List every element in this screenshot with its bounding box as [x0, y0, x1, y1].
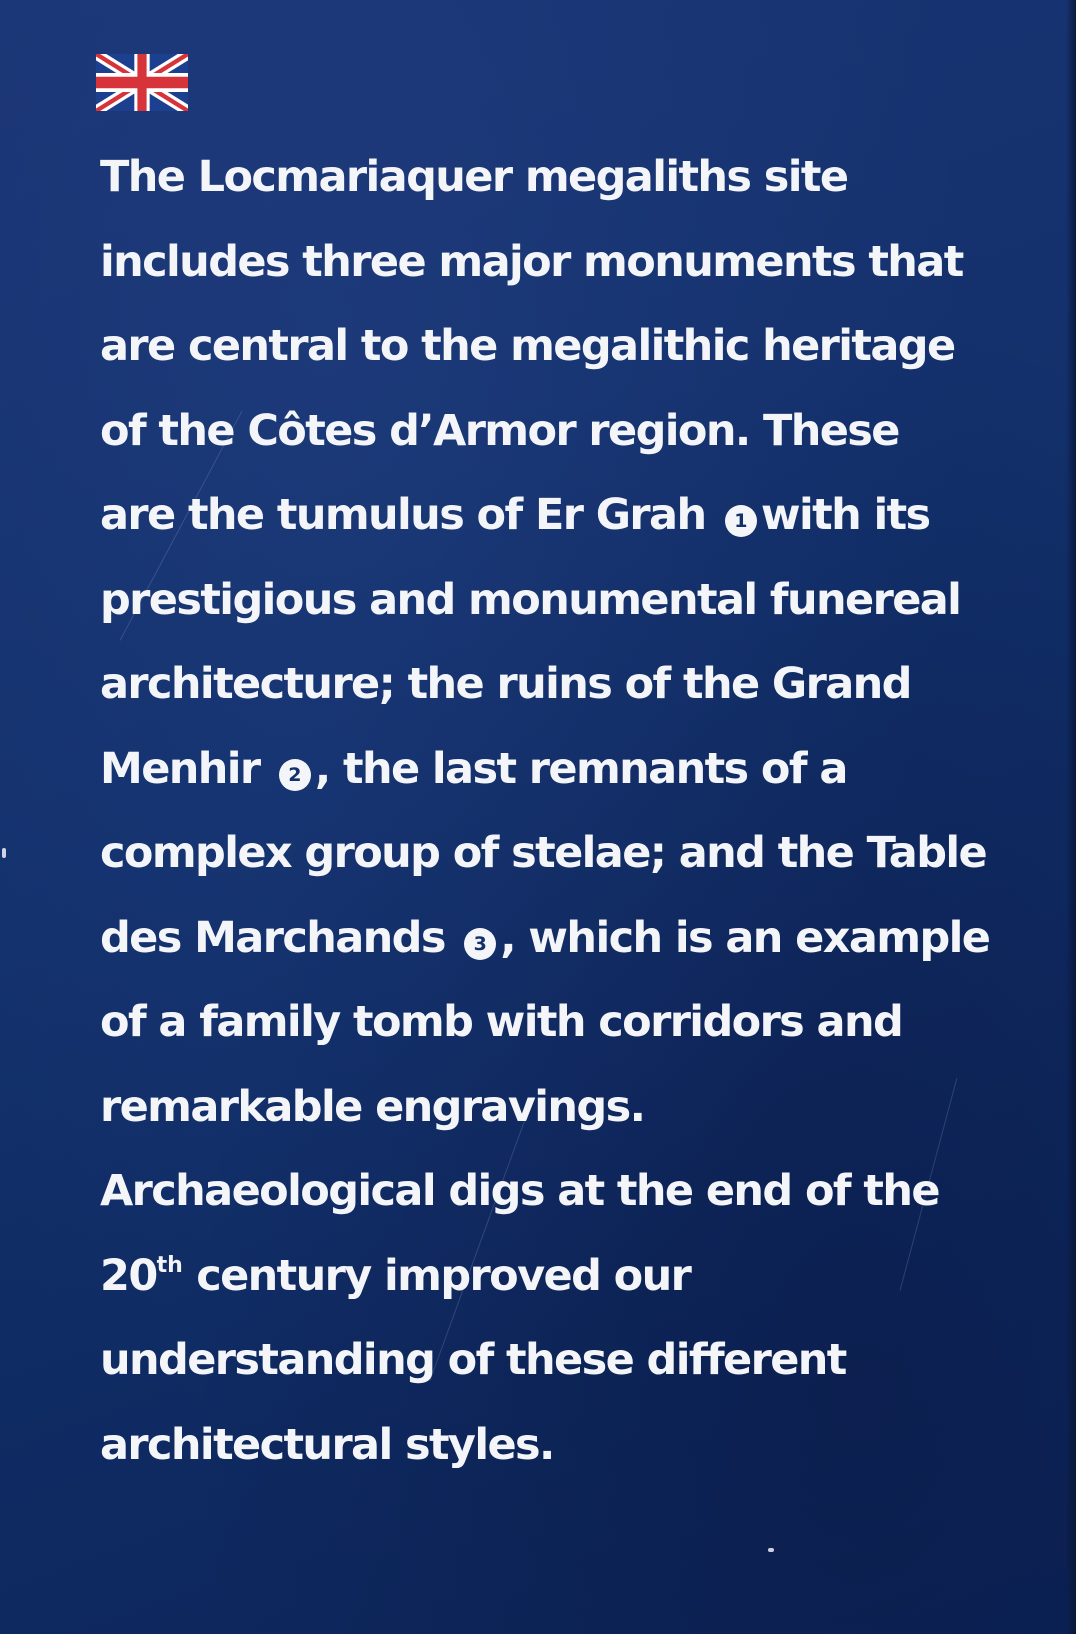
text-line [100, 1234, 1000, 1319]
text-line: are central to the megalithic heritage [100, 321, 955, 371]
text-line: The Locmariaquer megaliths site [100, 152, 848, 202]
text-line: of a family tomb with corridors and [100, 997, 903, 1047]
text-line: understanding of these different [100, 1335, 846, 1385]
marker-1-badge: 1 [725, 505, 757, 537]
surface-speck [2, 848, 6, 858]
text-line: of the Côtes d’Armor region. These [100, 405, 899, 456]
paragraph-monuments [100, 135, 1000, 1149]
sign-edge-shadow [1066, 0, 1076, 1634]
text-line: includes three major monuments that [100, 236, 963, 287]
line-text: century improved our [182, 1250, 691, 1301]
ordinal-suffix: th [156, 1252, 183, 1278]
marker-3-badge: 3 [464, 928, 496, 960]
text-line: architectural styles. [100, 1419, 554, 1470]
text-line: complex group of stelae; and the Table [100, 828, 987, 878]
sign-body-text [100, 135, 1000, 1487]
marker-2-badge: 2 [279, 759, 311, 791]
text-line: remarkable engravings. [100, 1081, 645, 1132]
text-line: architecture; the ruins of the Grand [100, 659, 911, 709]
text-line: Archaeological digs at the end of the [100, 1166, 939, 1216]
line-text: Menhir [100, 743, 260, 794]
text-line: prestigious and monumental funereal [100, 574, 961, 625]
text-line [100, 473, 1000, 558]
line-text: , which is an example [500, 912, 990, 963]
text-line [100, 727, 1000, 812]
text-line [100, 896, 1000, 981]
line-text: with its [760, 490, 930, 540]
century-number: 20 [100, 1250, 157, 1301]
surface-speck [768, 1548, 774, 1552]
line-text: are the tumulus of Er Grah [100, 490, 706, 540]
line-text: des Marchands [100, 912, 445, 963]
paragraph-archaeology [100, 1149, 1000, 1487]
union-jack-flag-icon [96, 54, 188, 111]
line-text: , the last remnants of a [314, 743, 847, 794]
